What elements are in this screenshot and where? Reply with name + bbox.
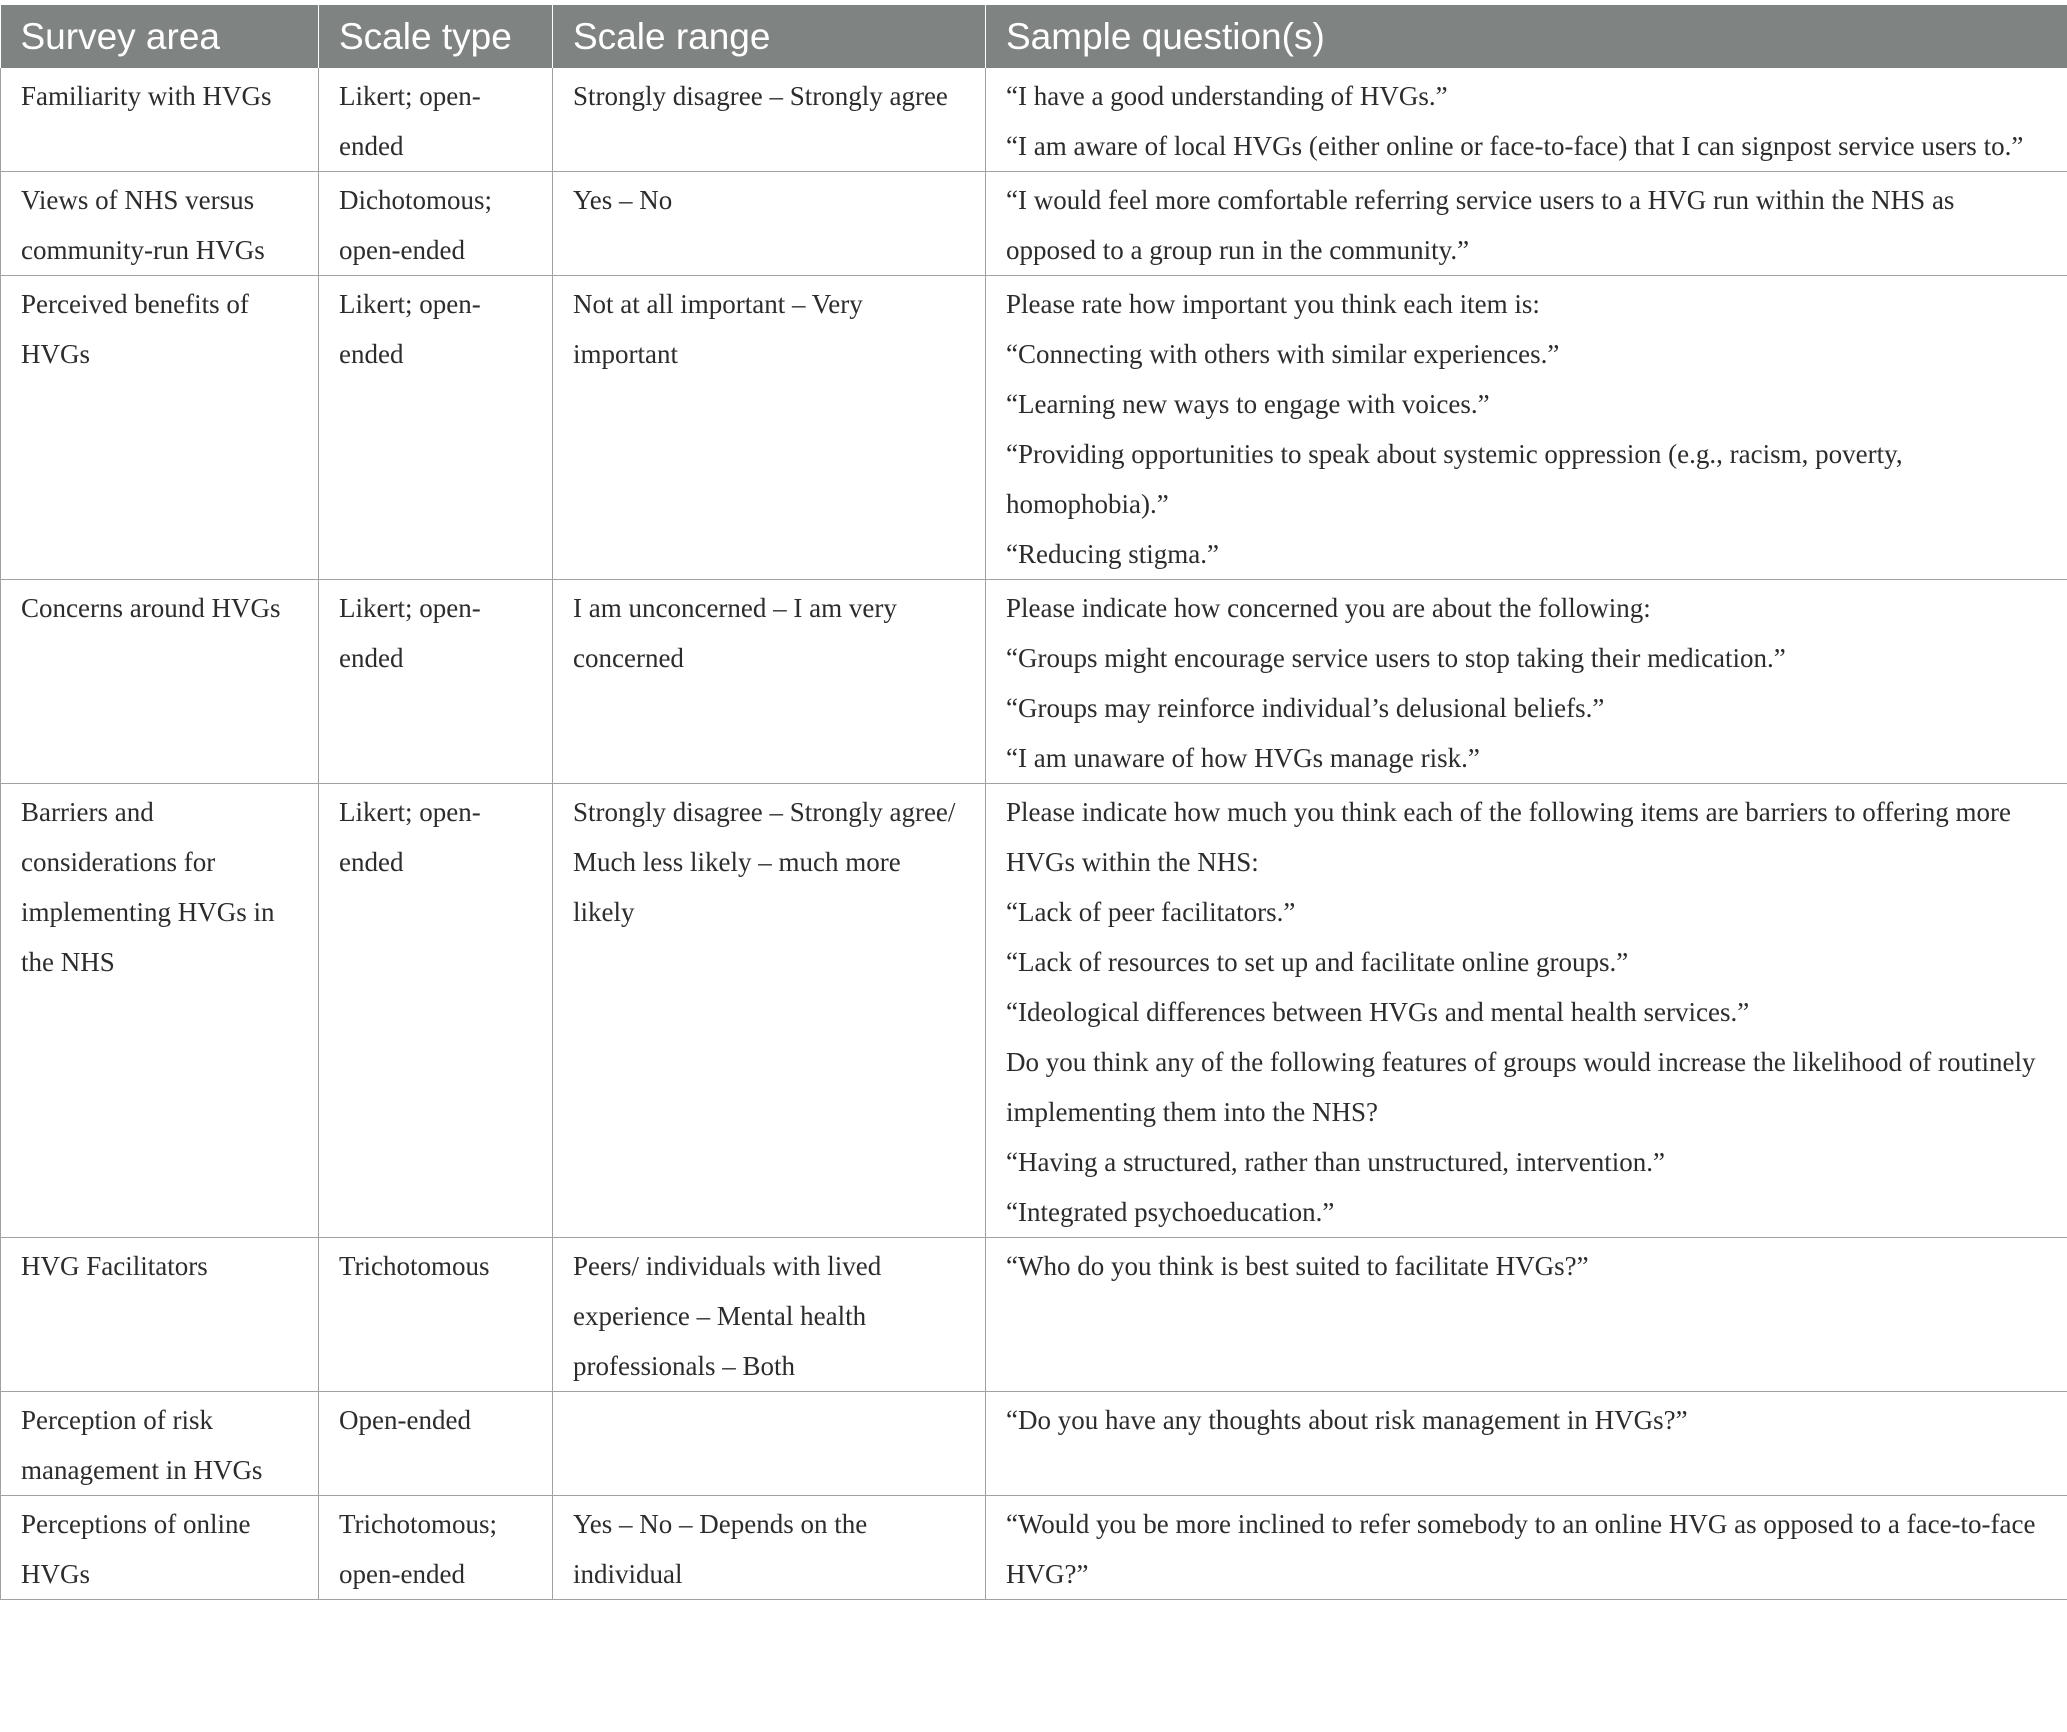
question-line: “Lack of peer facilitators.”	[1006, 897, 1296, 927]
question-line: “Having a structured, rather than unstructured, intervention.”	[1006, 1147, 1666, 1177]
question-line: “Connecting with others with similar experiences.”	[1006, 339, 1560, 369]
question-line: Do you think any of the following features of groups would increase the likelihood of routinely implementing them into the NHS?	[1006, 1047, 2036, 1127]
question-line: “Would you be more inclined to refer somebody to an online HVG as opposed to a face-to-face HVG?”	[1006, 1509, 2036, 1589]
question-line: “Groups might encourage service users to stop taking their medication.”	[1006, 643, 1786, 673]
table-row	[1, 580, 2067, 784]
cell-scale-range: Yes – No	[553, 172, 986, 276]
question-line: Please indicate how much you think each of the following items are barriers to offering more HVGs within the NHS:	[1006, 797, 2011, 877]
table-row	[1, 68, 2067, 172]
cell-sample-questions	[986, 276, 2067, 580]
question-line: “I am aware of local HVGs (either online or face-to-face) that I can signpost service users to.”	[1006, 131, 2024, 161]
table-row	[1, 1392, 2067, 1496]
question-line: “Groups may reinforce individual’s delusional beliefs.”	[1006, 693, 1605, 723]
cell-survey-area: Perceived benefits of HVGs	[1, 276, 319, 580]
cell-survey-area: Barriers and considerations for implementing HVGs in the NHS	[1, 784, 319, 1238]
cell-survey-area: Views of NHS versus community-run HVGs	[1, 172, 319, 276]
cell-scale-range	[553, 1392, 986, 1496]
cell-scale-range: Not at all important – Very important	[553, 276, 986, 580]
cell-sample-questions	[986, 1392, 2067, 1496]
question-line: “Providing opportunities to speak about systemic oppression (e.g., racism, poverty, homophobia).”	[1006, 439, 1903, 519]
question-line: “I have a good understanding of HVGs.”	[1006, 81, 1448, 111]
cell-scale-type: Trichotomous; open-ended	[319, 1496, 553, 1600]
question-line: Please rate how important you think each item is:	[1006, 289, 1540, 319]
question-line: “I would feel more comfortable referring service users to a HVG run within the NHS as opposed to a group run in the community.”	[1006, 185, 1955, 265]
cell-survey-area: HVG Facilitators	[1, 1238, 319, 1392]
cell-scale-range: Strongly disagree – Strongly agree/ Much less likely – much more likely	[553, 784, 986, 1238]
cell-survey-area: Perception of risk management in HVGs	[1, 1392, 319, 1496]
cell-sample-questions	[986, 1238, 2067, 1392]
cell-scale-range: I am unconcerned – I am very concerned	[553, 580, 986, 784]
header-row	[1, 5, 2067, 68]
cell-scale-range: Yes – No – Depends on the individual	[553, 1496, 986, 1600]
cell-scale-type: Dichotomous; open-ended	[319, 172, 553, 276]
cell-sample-questions	[986, 784, 2067, 1238]
question-line: “Ideological differences between HVGs and mental health services.”	[1006, 997, 1750, 1027]
table-row	[1, 172, 2067, 276]
cell-scale-type: Likert; open-ended	[319, 580, 553, 784]
question-line: Please indicate how concerned you are about the following:	[1006, 593, 1651, 623]
table-body	[1, 68, 2067, 1600]
cell-scale-range: Peers/ individuals with lived experience – Mental health professionals – Both	[553, 1238, 986, 1392]
table-row	[1, 784, 2067, 1238]
table-row	[1, 276, 2067, 580]
table-header	[1, 5, 2067, 68]
question-line: “Lack of resources to set up and facilitate online groups.”	[1006, 947, 1629, 977]
question-line: “Do you have any thoughts about risk management in HVGs?”	[1006, 1405, 1688, 1435]
cell-sample-questions	[986, 1496, 2067, 1600]
question-line: “Who do you think is best suited to facilitate HVGs?”	[1006, 1251, 1589, 1281]
header-scale-range: Scale range	[553, 5, 986, 68]
cell-sample-questions	[986, 172, 2067, 276]
cell-sample-questions	[986, 580, 2067, 784]
cell-scale-range: Strongly disagree – Strongly agree	[553, 68, 986, 172]
cell-survey-area: Concerns around HVGs	[1, 580, 319, 784]
cell-scale-type: Likert; open-ended	[319, 276, 553, 580]
survey-table	[0, 5, 2067, 1600]
cell-survey-area: Familiarity with HVGs	[1, 68, 319, 172]
header-sample-questions: Sample question(s)	[986, 5, 2067, 68]
cell-scale-type: Trichotomous	[319, 1238, 553, 1392]
question-line: “Learning new ways to engage with voices.”	[1006, 389, 1490, 419]
header-survey-area: Survey area	[1, 5, 319, 68]
question-line: “Integrated psychoeducation.”	[1006, 1197, 1335, 1227]
question-line: “Reducing stigma.”	[1006, 539, 1219, 569]
cell-scale-type: Likert; open-ended	[319, 68, 553, 172]
header-scale-type: Scale type	[319, 5, 553, 68]
question-line: “I am unaware of how HVGs manage risk.”	[1006, 743, 1480, 773]
cell-scale-type: Open-ended	[319, 1392, 553, 1496]
table-row	[1, 1238, 2067, 1392]
cell-scale-type: Likert; open-ended	[319, 784, 553, 1238]
cell-survey-area: Perceptions of online HVGs	[1, 1496, 319, 1600]
cell-sample-questions	[986, 68, 2067, 172]
table-row	[1, 1496, 2067, 1600]
